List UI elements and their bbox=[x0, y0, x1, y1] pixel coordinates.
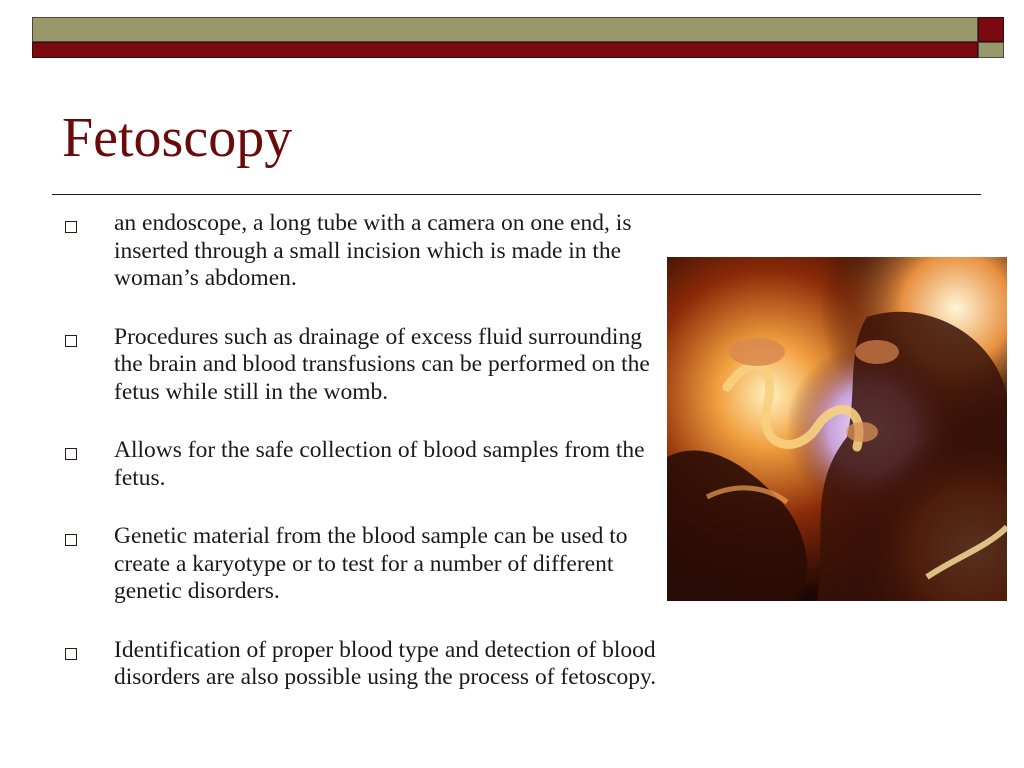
bullet-item bbox=[62, 437, 658, 492]
square-bullet-icon bbox=[65, 534, 77, 546]
fetoscopy-photo-graphic bbox=[667, 257, 1007, 601]
bullet-item bbox=[62, 210, 658, 293]
slide-title: Fetoscopy bbox=[62, 107, 293, 169]
bullet-text: an endoscope, a long tube with a camera on one end, is inserted through a small incision which is made in the woman’s abdomen. bbox=[114, 210, 632, 291]
square-bullet-icon bbox=[65, 221, 77, 233]
bullet-text: Genetic material from the blood sample can be used to create a karyotype or to test for a number of different genetic disorders. bbox=[114, 523, 628, 604]
header-band-olive bbox=[32, 17, 978, 42]
square-bullet-icon bbox=[65, 648, 77, 660]
bullet-text: Procedures such as drainage of excess fluid surrounding the brain and blood transfusions can be performed on the fetus while still in the womb. bbox=[114, 323, 650, 405]
bullet-item bbox=[62, 523, 658, 606]
header-square-olive bbox=[978, 42, 1004, 58]
square-bullet-icon bbox=[65, 335, 77, 347]
header-square-maroon bbox=[978, 17, 1004, 42]
bullet-item bbox=[62, 324, 658, 407]
bullet-text: Allows for the safe collection of blood samples from the fetus. bbox=[114, 437, 645, 491]
title-divider bbox=[52, 194, 981, 195]
fetus-photo bbox=[667, 257, 1007, 601]
bullet-text: Identification of proper blood type and detection of blood disorders are also possible using the process of fetoscopy. bbox=[114, 636, 657, 690]
square-bullet-icon bbox=[65, 448, 77, 460]
header-band-maroon bbox=[32, 42, 978, 58]
bullet-item bbox=[62, 637, 658, 692]
bullet-list bbox=[62, 210, 658, 723]
